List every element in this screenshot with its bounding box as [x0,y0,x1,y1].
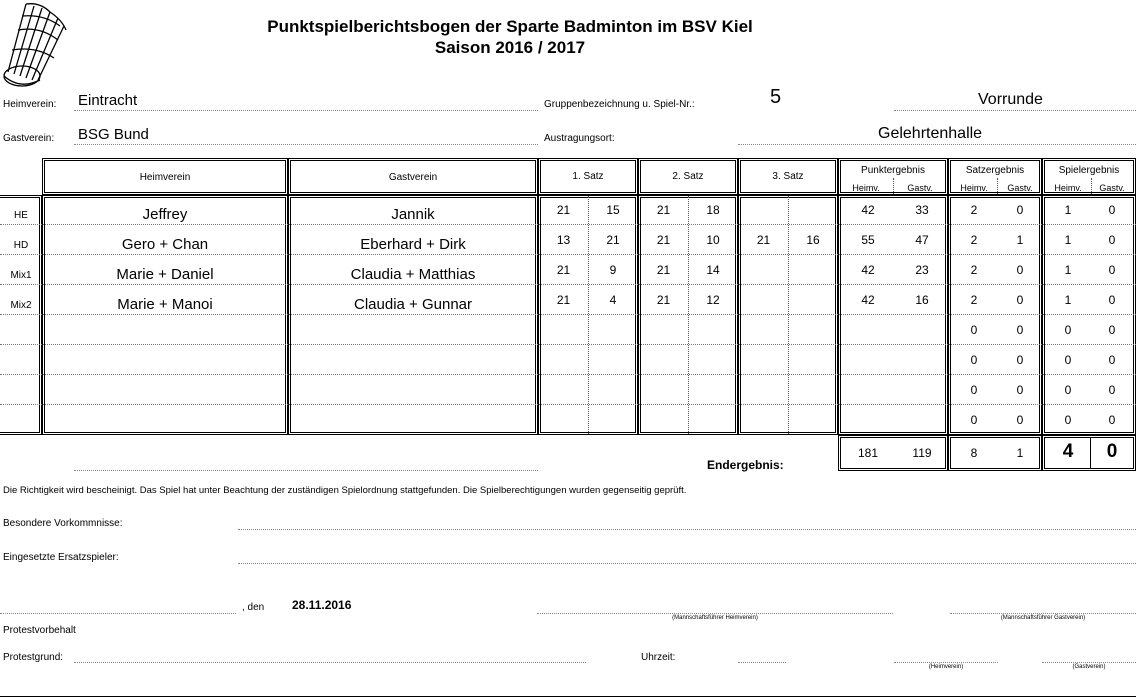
row-spiel-gast: 0 [1108,233,1116,247]
mf-heim-line [537,613,893,614]
row-satz2-gast: 12 [706,293,720,307]
col-satzerg-header: Satzergebnis [965,165,1025,176]
besondere-label: Besondere Vorkommnisse: [3,518,123,529]
row-heim-player: Marie + Manoi [117,296,213,313]
sub-punkt-heim: Heimv. [852,183,880,193]
row-type: HD [13,240,29,251]
satz2-divider [688,196,689,434]
row-satz3-heim: 21 [756,233,771,247]
row-divider [0,404,1136,405]
row-satz-heim: 0 [970,413,978,427]
row-satz1-heim: 21 [556,263,571,277]
row-satz1-heim: 13 [556,233,571,247]
row-satz3-gast: 16 [806,233,820,247]
row-punkt-gast: 23 [915,263,929,277]
row-satz2-heim: 21 [656,263,671,277]
row-satz-gast: 0 [1016,353,1024,367]
satz1-divider [588,196,589,434]
row-satz-gast: 0 [1016,323,1024,337]
confirm-text: Die Richtigkeit wird bescheinigt. Das Spiel hat unter Beachtung der zuständigen Spielordnung stattgefunden. Die Spielberechtigungen wurden gegenseitig geprüft. [3,485,687,496]
row-satz1-gast: 21 [606,233,620,247]
body-satzerg-box [948,195,1042,435]
row-spiel-heim: 0 [1064,353,1072,367]
row-satz1-gast: 4 [609,293,617,307]
row-spiel-heim: 0 [1064,413,1072,427]
row-type: Mix1 [10,270,32,281]
ort-line [738,144,1136,145]
uhrzeit-label: Uhrzeit: [641,652,676,663]
end-label: Endergebnis: [707,458,784,472]
body-spielerg-box [1042,195,1136,435]
row-spiel-gast: 0 [1108,293,1116,307]
row-divider [0,254,1136,255]
row-satz-heim: 2 [970,293,978,307]
total-spiel-heim: 4 [1062,441,1074,462]
total-satz-gast: 1 [1016,446,1024,460]
sub-divider [997,178,998,194]
col-satz3-header: 3. Satz [772,171,804,182]
row-gast-player: Claudia + Gunnar [354,296,472,313]
row-satz-gast: 0 [1016,413,1024,427]
sub-spiel-gast: Gastv. [1099,183,1125,193]
gruppe-line [894,110,1136,111]
row-spiel-heim: 1 [1064,233,1072,247]
row-spiel-heim: 1 [1064,263,1072,277]
sub-divider [893,178,894,194]
row-satz-gast: 0 [1016,293,1024,307]
row-spiel-heim: 0 [1064,383,1072,397]
row-satz2-heim: 21 [656,203,671,217]
row-gast-player: Claudia + Matthias [350,266,476,283]
col-satz2-header: 2. Satz [672,171,704,182]
row-spiel-heim: 0 [1064,323,1072,337]
date-value: 28.11.2016 [292,598,352,612]
ort-value: Gelehrtenhalle [878,125,983,142]
total-line [74,470,538,471]
row-satz1-gast: 15 [606,203,620,217]
row-heim-player: Marie + Daniel [116,266,214,283]
body-heim-box [42,195,288,435]
sub-satz-heim: Heimv. [960,183,988,193]
row-punkt-heim: 42 [861,293,875,307]
sig-gast-caption: (Gastverein) [1072,664,1106,670]
season-title: Saison 2016 / 2017 [434,38,586,57]
sub-divider [1091,178,1092,194]
row-divider [0,224,1136,225]
heimverein-line [74,110,538,111]
row-gast-player: Eberhard + Dirk [360,236,466,253]
row-satz-gast: 0 [1016,383,1024,397]
row-satz-gast: 0 [1016,263,1024,277]
row-satz1-heim: 21 [556,293,571,307]
gastverein-value: BSG Bund [78,126,149,143]
row-satz1-gast: 9 [609,263,617,277]
col-heim-header: Heimverein [139,172,191,183]
gruppe-label: Gruppenbezeichnung u. Spiel-Nr.: [544,99,695,110]
row-gast-player: Jannik [391,206,435,223]
spiel-nr-value: 5 [770,86,782,108]
col-gast-header: Gastverein [388,172,438,183]
row-spiel-gast: 0 [1108,383,1116,397]
row-divider [0,374,1136,375]
row-spiel-heim: 1 [1064,293,1072,307]
total-punkt-gast: 119 [912,446,932,460]
row-punkt-gast: 16 [915,293,929,307]
sig-heim-line [894,662,998,663]
row-divider [0,314,1136,315]
row-satz1-heim: 21 [556,203,571,217]
row-spiel-gast: 0 [1108,263,1116,277]
total-punkt-heim: 181 [857,446,879,460]
row-type: Mix2 [10,300,32,311]
place-line [0,613,236,614]
protestgrund-line [74,662,586,663]
row-satz-heim: 0 [970,383,978,397]
body-type-box [0,195,42,435]
sig-gast-line [1042,662,1136,663]
row-satz-gast: 1 [1016,233,1024,247]
row-type: HE [14,210,28,221]
ersatz-label: Eingesetzte Ersatzspieler: [3,552,119,563]
den-label: , den [242,602,265,613]
row-satz2-gast: 14 [706,263,720,277]
row-divider [0,284,1136,285]
sub-spiel-heim: Heimv. [1054,183,1082,193]
gastverein-line [74,144,538,145]
row-satz2-gast: 10 [706,233,720,247]
mf-heim-caption: (Mannschaftsführer Heimverein) [672,615,758,621]
row-satz-heim: 2 [970,233,978,247]
ort-label: Austragungsort: [544,133,615,144]
gastverein-label: Gastverein: [3,133,55,144]
row-satz-gast: 0 [1016,203,1024,217]
row-spiel-heim: 1 [1064,203,1072,217]
heimverein-value: Eintracht [78,92,138,109]
mf-gast-caption: (Mannschaftsführer Gastverein) [1000,615,1086,621]
sig-heim-caption: (Heimverein) [928,664,964,670]
page-title: Punktspielberichtsbogen der Sparte Badminton im BSV Kiel [267,17,753,36]
row-heim-player: Jeffrey [142,206,188,223]
row-spiel-gast: 0 [1108,353,1116,367]
protestgrund-label: Protestgrund: [3,652,64,663]
row-heim-player: Gero + Chan [121,236,209,253]
body-gast-box [288,195,538,435]
uhrzeit-line [738,662,786,663]
row-satz2-heim: 21 [656,233,671,247]
col-punkt-header: Punktergebnis [861,165,925,176]
bottom-rule [0,696,1136,697]
row-satz2-heim: 21 [656,293,671,307]
mf-gast-line [950,613,1136,614]
total-spiel-gast: 0 [1106,441,1118,462]
row-satz-heim: 2 [970,263,978,277]
sub-satz-gast: Gastv. [1007,183,1033,193]
row-satz-heim: 0 [970,353,978,367]
row-spiel-gast: 0 [1108,413,1116,427]
row-spiel-gast: 0 [1108,323,1116,337]
row-punkt-gast: 47 [915,233,929,247]
row-satz-heim: 0 [970,323,978,337]
row-punkt-gast: 33 [915,203,929,217]
body-punkt-box [838,195,948,435]
ersatz-line [238,563,1136,564]
total-satz-heim: 8 [970,446,978,460]
protest-label: Protestvorbehalt [3,625,76,636]
row-punkt-heim: 42 [861,263,875,277]
col-spielerg-header: Spielergebnis [1058,165,1120,176]
sub-punkt-gast: Gastv. [907,183,933,193]
row-punkt-heim: 42 [861,203,875,217]
satz3-divider [788,196,789,434]
besondere-line [238,529,1136,530]
col-satz1-header: 1. Satz [572,171,604,182]
row-punkt-heim: 55 [861,233,875,247]
row-divider [0,344,1136,345]
row-spiel-gast: 0 [1108,203,1116,217]
gruppe-value: Vorrunde [978,91,1043,108]
row-satz2-gast: 18 [706,203,720,217]
heimverein-label: Heimverein: [3,99,57,110]
row-satz-heim: 2 [970,203,978,217]
